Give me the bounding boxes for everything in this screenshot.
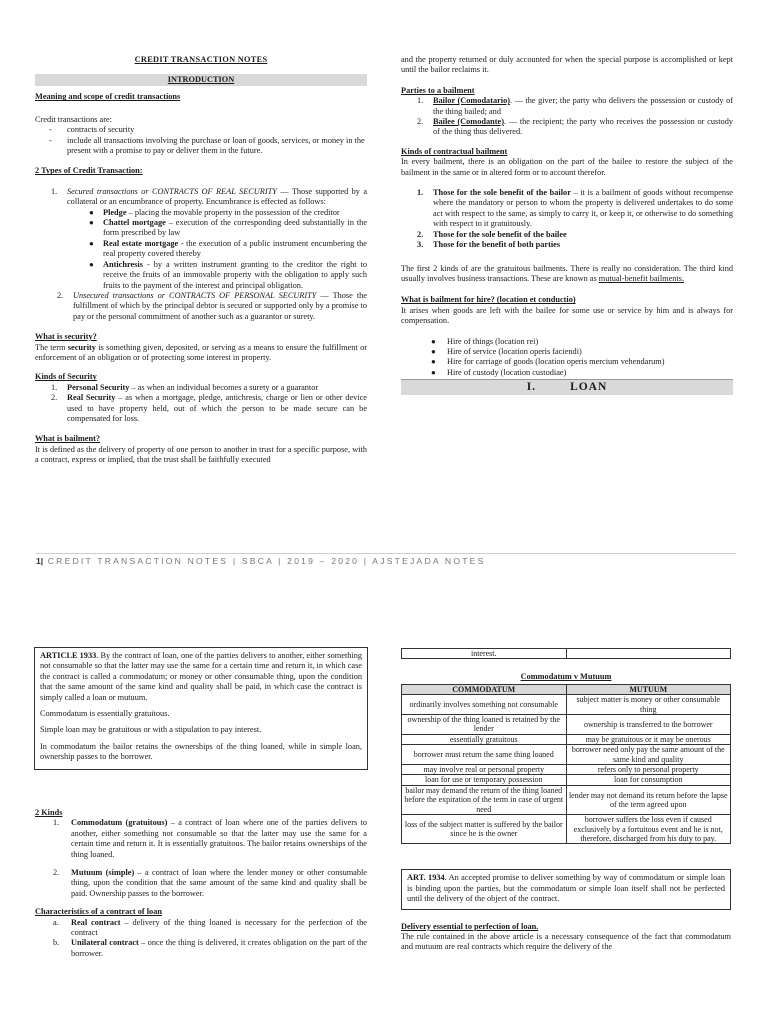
delivery-heading: Delivery essential to perfection of loan. — [401, 921, 539, 931]
list-item: ● Hire of things (location rei) — [431, 336, 539, 346]
table-row: loan for use or temporary possession loan for consumption — [402, 775, 731, 785]
list-item: a. Real contract – delivery of the thing loaned is necessary for the perfection of the contract — [53, 917, 367, 938]
list-item: ● Antichresis - by a written instrument granting to the creditor the right to receive the fruits of an immovable property with the obligation to apply such fruits to the payment of the interest and principal obligation. — [89, 259, 367, 290]
list-item: ● Hire of service (location operis faciendi) — [431, 346, 582, 356]
list-item: 2. Those for the sole benefit of the bailee — [417, 229, 567, 239]
list-item: - include all transactions involving the purchase or loan of goods, services, or money in the present with a promise to pay or deliver them in the future. — [49, 135, 365, 156]
types-heading: 2 Types of Credit Transaction: — [35, 166, 143, 176]
article-1933-note: Simple loan may be gratuitous or with a stipulation to pay interest. — [40, 725, 262, 735]
list-item: 1. Personal Security – as when an individual becomes a surety or a guarantor — [51, 382, 319, 392]
article-1933-note: In commodatum the bailor retains the ownerships of the thing loaned, while in simple loan, ownership passes to the borrower. — [40, 741, 362, 762]
list-item: ● Pledge – placing the movable property in the possession of the creditor — [89, 207, 340, 217]
table-row: borrower must return the same thing loaned borrower need only pay the same amount of the same kind and quality — [402, 745, 731, 765]
characteristics-heading: Characteristics of a contract of loan — [35, 907, 162, 917]
hire-heading: What is bailment for hire? (location et conductio) — [401, 295, 576, 305]
article-1933-box — [34, 647, 368, 770]
table-row: may involve real or personal property refers only to personal property — [402, 765, 731, 775]
list-item: 1. Those for the sole benefit of the bailor – it is a bailment of goods without recompense where the mandatory or person to whom the property is delivered undertakes to do some act with respect to the same, as simply to carry it, or keep it, or otherwise to do something with respect to it gratuitously. — [417, 188, 733, 229]
article-1933-note: Commodatum is essentially gratuitous. — [40, 709, 170, 719]
delivery-text: The rule contained in the above article is a necessary consequence of the fact that commodatum and mutuum are real contracts which require the delivery of the — [401, 931, 731, 952]
list-item: ● Chattel mortgage – execution of the corresponding deed substantially in the form prescribed by law — [89, 218, 367, 238]
page-footer: 1| CREDIT TRANSACTION NOTES | SBCA | 2019 – 2020 | AJSTEJADA NOTES — [36, 553, 736, 566]
table-row: loss of the subject matter is suffered by the bailor since he is the owner borrower suffers the loss even if caused exclusively by a fortuitous event and he is not, therefore, discharged from his duty to pay. — [402, 815, 731, 844]
kinds-security-heading: Kinds of Security — [35, 372, 97, 382]
bailment-heading: What is bailment? — [35, 434, 100, 444]
comparison-table-title: Commodatum v Mutuum — [520, 672, 612, 682]
kinds-bailment-heading: Kinds of contractual bailment — [401, 146, 508, 156]
list-item: 1. Bailor (Comodatario). — the giver; the party who delivers the possession or custody of the thing bailed; and — [417, 96, 733, 116]
page1-left-column — [35, 55, 367, 466]
hire-definition: It arises when goods are left with the bailee for some use or service by him and is always for compensation. — [401, 305, 733, 326]
list-item: 2. Real Security – as when a mortgage, pledge, antichresis, charge or lien or other device used to have property held, out of which the person to be made secure can be compensated for loss. — [51, 393, 367, 423]
list-item: 3. Those for the benefit of both parties — [417, 240, 561, 250]
loan-section-banner: I. LOAN — [401, 379, 733, 395]
table-row: interest. — [402, 649, 731, 659]
article-1933-text: ARTICLE 1933. By the contract of loan, one of the parties delivers to another, either something not consumable so that the latter may use the same for a certain time and return it, in which case the contract is called a commodatum; or money or other consumable thing, upon the condition that the same amount of the same kind and quality shall be paid, in which case the contract is simply called a loan or mutuum. — [40, 651, 362, 702]
kinds-heading: 2 Kinds — [35, 808, 63, 817]
comparison-table — [401, 684, 731, 845]
list-item: - contracts of security — [49, 125, 135, 135]
introduction-banner: INTRODUCTION — [35, 74, 367, 86]
security-heading: What is security? — [35, 332, 97, 342]
article-1934-text: ART. 1934. An accepted promise to deliver something by way of commodatum or simple loan is binding upon the parties, but the commodatum or simple loan itself shall not be perfected until the delivery of the object of the contract. — [407, 873, 726, 904]
list-item: 2. Bailee (Comodante). — the recipient; the party who receives the possession or custody of the thing thus delivered. — [417, 117, 733, 137]
list-item: ● Hire for carriage of goods (location operis mercium vehendarum) — [431, 357, 665, 367]
table-row: ownership of the thing loaned is retained by the lender ownership is transferred to the borrower — [402, 715, 731, 735]
parties-heading: Parties to a bailment — [401, 85, 475, 95]
page-2 — [0, 630, 768, 1024]
article-1934-box — [401, 869, 731, 909]
list-item: b. Unilateral contract – once the thing is delivered, it creates obligation on the part of the borrower. — [53, 938, 367, 958]
kinds-bailment-intro: In every bailment, there is an obligation on the part of the bailee to restore the subject of the bailment in the same or in altered form or to account therefor. — [401, 157, 733, 177]
table-row: ordinarily involves something not consumable subject matter is money or other consumable thing — [402, 695, 731, 715]
secured-transactions-item: 1. Secured transactions or CONTRACTS OF REAL SECURITY — Those supported by a collateral or an encumbrance of property. Encumbrance is effected as follows: — [51, 186, 368, 207]
footer-text: CREDIT TRANSACTION NOTES | SBCA | 2019 – 2020 | AJSTEJADA NOTES — [47, 556, 486, 566]
list-item: 1. Commodatum (gratuitous) – a contract of loan where one of the parties delivers to another, either something not consumable so that the latter may use the same for a certain time and return it. It is essentially gratuitous. The bailor retains ownerships of the thing loaned. — [53, 818, 367, 859]
list-item: ● Hire of custody (location custodiae) — [431, 367, 567, 377]
credit-intro: Credit transactions are: — [35, 114, 112, 124]
page2-left-column — [35, 808, 367, 959]
meaning-heading: Meaning and scope of credit transactions — [35, 92, 181, 102]
page-number: 1 — [36, 556, 41, 566]
table-row: essentially gratuitous may be gratuitous or it may be onerous — [402, 734, 731, 744]
unsecured-transactions-item: 2. Unsecured transactions or CONTRACTS OF PERSONAL SECURITY — Those the fulfillment of which by the principal debtor is secured or supported only by a promise to pay or the personal commitment of another such as a guarantor or surety. — [57, 290, 367, 321]
list-item: ● Real estate mortgage - the execution of a public instrument encumbering the real property covered thereby — [89, 238, 367, 259]
list-item: 2. Mutuum (simple) – a contract of loan where the lender money or other consumable thing, upon the condition that the same amount of the same kind and quality shall be paid. Ownership passes to the borrower. — [53, 868, 367, 898]
table-header-row: COMMODATUM MUTUUM — [402, 684, 731, 694]
continued-table — [401, 648, 731, 659]
bailment-definition: It is defined as the delivery of property of one person to another in trust for a specific purpose, with a contract, express or implied, that the trust shall be faithfully executed — [35, 444, 367, 465]
gratuitous-paragraph: The first 2 kinds of are the gratuitous bailments. There is really no consideration. The third kind usually involves business transactions. These are known as mutual-benefit bailments. — [401, 263, 733, 283]
page2-right-column — [401, 648, 731, 953]
table-row: bailor may demand the return of the thing loaned before the expiration of the term in case of urgent need lender may not demand its return before the lapse of the term agreed upon — [402, 785, 731, 814]
security-definition: The term security is something given, deposited, or serving as a means to ensure the fulfillment or enforcement of an obligation or of protecting some interest in property. — [35, 342, 367, 362]
document-title: CREDIT TRANSACTION NOTES — [134, 55, 268, 64]
bailment-continued: and the property returned or duly accounted for when the special purpose is accomplished or kept until the bailor reclaims it. — [401, 55, 733, 75]
page1-right-column — [401, 55, 733, 395]
